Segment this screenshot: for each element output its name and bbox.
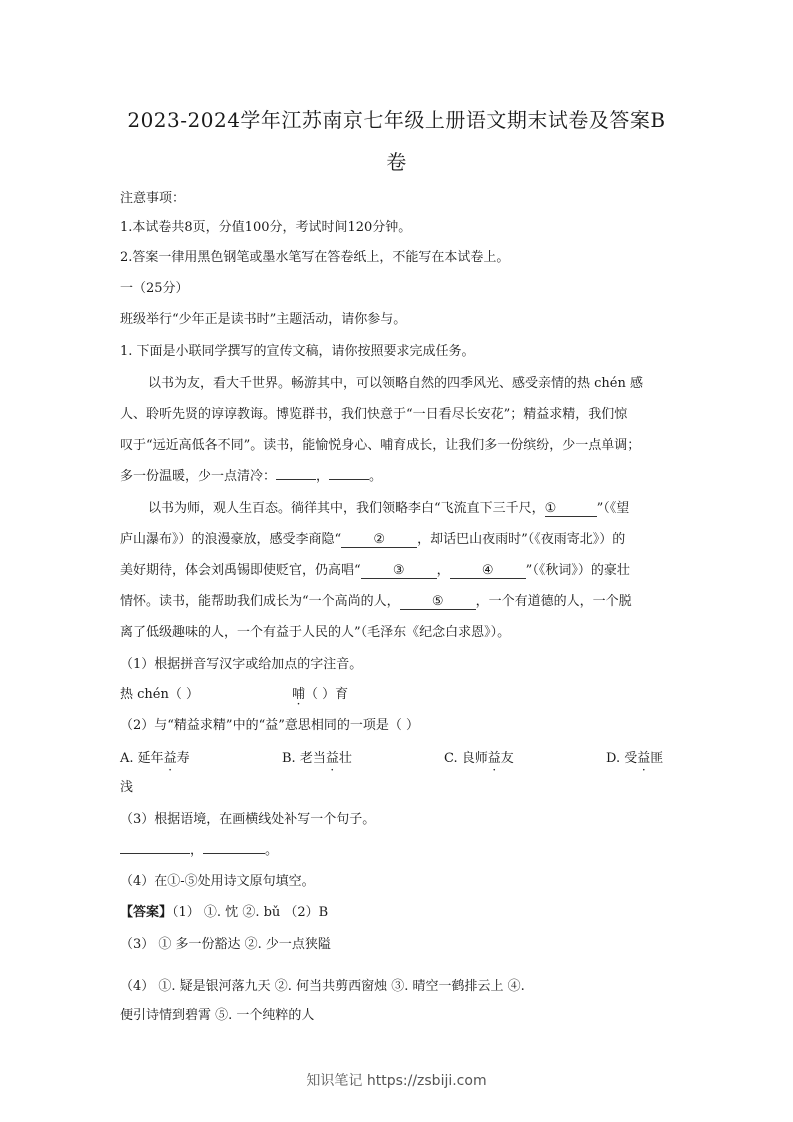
fill-blank-4[interactable]: ④ bbox=[450, 564, 526, 579]
pinyin-item-b bbox=[292, 686, 492, 704]
passage-text: ， bbox=[316, 469, 330, 484]
passage-text: ”（《望 bbox=[596, 501, 630, 516]
dotted-char: 哺 bbox=[292, 687, 306, 702]
option-b-text-end: 壮 bbox=[338, 751, 352, 766]
answer-line-4-continued: 便引诗情到碧霄 ⑤. 一个纯粹的人 bbox=[120, 1008, 315, 1023]
passage-p2-line1 bbox=[148, 500, 680, 518]
option-c-text: C. 良师 bbox=[444, 751, 488, 766]
section-intro: 班级举行“少年正是读书时”主题活动，请你参与。 bbox=[120, 312, 407, 327]
answer-label: 【答案】 bbox=[120, 905, 173, 920]
answer-blank-2[interactable] bbox=[203, 853, 265, 854]
answer-line-4: （4） ①. 疑是银河落九天 ②. 何当共剪西窗烛 ③. 晴空一鹤排云上 ④. bbox=[120, 979, 525, 994]
passage-text: 庐山瀑布》）的浪漫豪放，感受李商隐“ bbox=[120, 532, 342, 547]
passage-p2-line4 bbox=[120, 593, 680, 611]
passage-p1-line3: 叹于“远近高低各不同”。读书，能愉悦身心、哺育成长，让我们多一份缤纷，少一点单调； bbox=[120, 438, 641, 453]
sub-question-3: （3）根据语境，在画横线处补写一个句子。 bbox=[120, 812, 376, 827]
passage-text: ，却话巴山夜雨时”（《夜雨寄北》）的 bbox=[417, 532, 626, 547]
notice-item-1: 1.本试卷共8页，分值100分，考试时间120分钟。 bbox=[120, 220, 412, 235]
separator: ， bbox=[190, 843, 204, 858]
passage-text: 以书为师，观人生百态。徜徉其中，我们领略李白“飞流直下三千尺， bbox=[148, 501, 545, 516]
answer-blank-1[interactable] bbox=[120, 853, 190, 854]
fill-blank-2[interactable]: ② bbox=[341, 533, 417, 548]
document-title-continued: 卷 bbox=[386, 150, 407, 174]
dotted-char: 益 bbox=[163, 751, 177, 766]
option-c-text-end: 友 bbox=[500, 751, 514, 766]
option-d-text: D. 受 bbox=[606, 751, 638, 766]
option-d-text-end: 匪 bbox=[650, 751, 664, 766]
notice-heading: 注意事项： bbox=[120, 191, 186, 206]
passage-text: 。 bbox=[369, 469, 383, 484]
terminator: 。 bbox=[265, 843, 279, 858]
section-heading: 一（25分） bbox=[120, 281, 189, 296]
dotted-char: 益 bbox=[325, 751, 339, 766]
answer-line-1 bbox=[120, 904, 680, 922]
passage-p2-line3 bbox=[120, 562, 680, 580]
passage-text: 情怀。读书，能帮助我们成长为“一个高尚的人， bbox=[120, 594, 400, 609]
passage-p2-line2 bbox=[120, 531, 680, 549]
notice-item-2: 2.答案一律用黑色钢笔或墨水笔写在答卷纸上，不能写在本试卷上。 bbox=[120, 250, 510, 265]
sub-question-2: （2）与“精益求精”中的“益”意思相同的一项是（ ） bbox=[120, 718, 419, 733]
dotted-char: 益 bbox=[487, 751, 501, 766]
document-title: 2023-2024学年江苏南京七年级上册语文期末试卷及答案B bbox=[127, 108, 666, 132]
fill-blank-3[interactable]: ③ bbox=[361, 564, 437, 579]
option-b-text: B. 老当 bbox=[282, 751, 326, 766]
fill-blank[interactable] bbox=[329, 479, 369, 480]
passage-p1-line4 bbox=[120, 468, 680, 486]
option-a-text-end: 寿 bbox=[176, 751, 190, 766]
option-d[interactable] bbox=[606, 747, 663, 766]
passage-p1-line2: 人、聆听先贤的谆谆教诲。博览群书，我们快意于“一日看尽长安花”；精益求精，我们惊 bbox=[120, 407, 628, 422]
dotted-char: 益 bbox=[637, 751, 651, 766]
passage-text: 多一份温暖，少一点清冷： bbox=[120, 469, 277, 484]
option-d-continued: 浅 bbox=[120, 780, 134, 795]
answer-text: （1） ①. 忱 ②. bǔ （2）B bbox=[172, 905, 329, 920]
option-a-text: A. 延年 bbox=[120, 751, 164, 766]
pinyin-item-a: 热 chén（ ） bbox=[120, 687, 199, 702]
passage-p2-line5: 离了低级趣味的人，一个有益于人民的人”（毛泽东《纪念白求恩》）。 bbox=[120, 625, 511, 640]
sub-question-4: （4）在①-⑤处用诗文原句填空。 bbox=[120, 874, 315, 889]
option-b[interactable] bbox=[282, 747, 352, 766]
passage-text: ，一个有道德的人，一个脱 bbox=[475, 594, 632, 609]
passage-text: ”（《秋词》）的豪壮 bbox=[525, 563, 630, 578]
option-c[interactable] bbox=[444, 747, 514, 766]
sub-question-1: （1）根据拼音写汉字或给加点的字注音。 bbox=[120, 657, 363, 672]
passage-p1-line1: 以书为友，看大千世界。畅游其中，可以领略自然的四季风光、感受亲情的热 chén 感 bbox=[148, 376, 643, 391]
answer-blanks-line bbox=[120, 842, 680, 860]
answer-line-3: （3） ① 多一份豁达 ②. 少一点狭隘 bbox=[120, 937, 331, 952]
fill-blank-5[interactable]: ⑤ bbox=[400, 595, 476, 610]
passage-text: 美好期待，体会刘禹锡即使贬官，仍高唱“ bbox=[120, 563, 361, 578]
footer-watermark: 知识笔记 https://zsbiji.com bbox=[306, 1073, 487, 1089]
fill-blank[interactable] bbox=[276, 479, 316, 480]
passage-text: ， bbox=[436, 563, 450, 578]
fill-blank-1[interactable]: ① bbox=[545, 502, 597, 517]
pinyin-item-b-rest: （ ）育 bbox=[305, 687, 349, 702]
question-1: 1. 下面是小联同学撰写的宣传文稿，请你按照要求完成任务。 bbox=[120, 344, 475, 359]
option-a[interactable] bbox=[120, 747, 190, 766]
